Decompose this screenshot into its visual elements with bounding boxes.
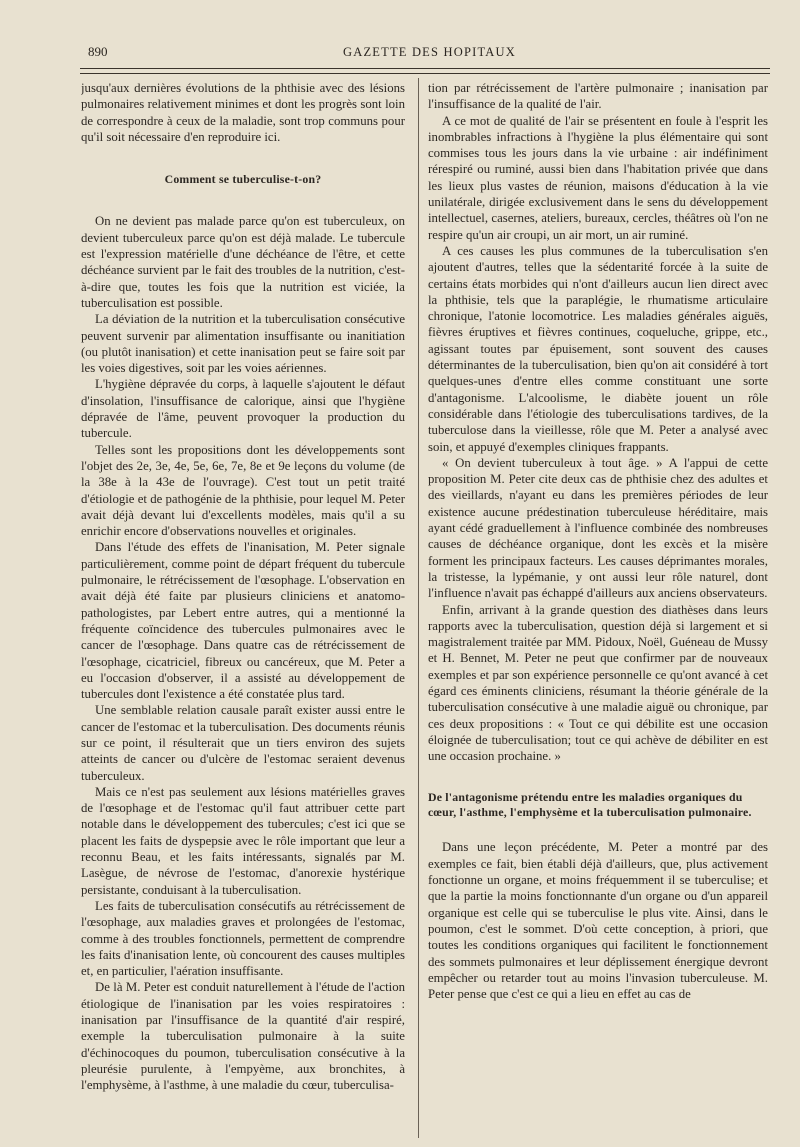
paragraph: Dans une leçon précédente, M. Peter a montré par des exemples ce fait, bien établi déjà d'ailleurs, que, plus activement fonctionne un organe, et moins fréquemment il se tuberculise; et que la partie la moins fonctionnante d'un organe ou d'un appareil organique est celle qui se tuberculise le plus vite. Ainsi, dans le poumon, c'est le sommet. D'où cette conception, à priori, que toutes les conditions organiques qui facilitent le fonctionnement des sommets pulmonaires et leur déplissement énergique devront empêcher ou retarder tout au moins l'invasion tuberculeuse. M. Peter pense que c'est ce qui a lieu en effet au cas de bbox=[428, 840, 768, 1002]
paragraph: Telles sont les propositions dont les développements sont l'objet des 2e, 3e, 4e, 5e, 6e, 7e, 8e et 9e leçons du volume (de la 38e à la 43e de l'ouvrage). C'est tout un petit traité d'étiologie et de pathogénie de la phthisie, pour lequel M. Peter avait déjà devant lui d'excellents modèles, mais qu'il a su enrichir encore d'observations nouvelles et originales. bbox=[81, 442, 405, 539]
paragraph: Dans l'étude des effets de l'inanisation, M. Peter signale particulièrement, comme point de départ fréquent du tubercule pulmonaire, le rétrécissement de l'œsophage. L'observation en avait déjà été faite par plusieurs cliniciens et anatomo-pathologistes, par Lebert entre autres, qui a mentionné la fréquente coïncidence des tubercules pulmonaires avec le cancer de l'œsophage. Dans quatre cas de rétrécissement de l'œsophage, cicatriciel, fibreux ou cancéreux, que M. Peter a eu l'occasion d'observer, il a assisté au développement de tubercules dont l'existence a été constatée plus tard. bbox=[81, 540, 405, 702]
paragraph: A ce mot de qualité de l'air se présentent en foule à l'esprit les inombrables infractions à l'hygiène la plus élémentaire qui sont commises tous les jours dans la vie urbaine : air indéfiniment rérespiré ou ruminé, aussi bien dans l'habitation privée que dans les lieux plus vastes de réunion, maisons d'éducation à la vie unilatérale, dirigée exclusivement dans le sens du développement intellectuel, casernes, ateliers, bureaux, cercles, théâtres où l'on ne respire qu'un air croupi, un air mort, un air ruminé. bbox=[428, 113, 768, 242]
header-rule-bottom bbox=[80, 73, 770, 74]
paragraph: « On devient tuberculeux à tout âge. » A l'appui de cette proposition M. Peter cite deux cas de phthisie chez des adultes et des vieillards, n'ayant eu dans les premières périodes de leur existence aucune prédestination tuberculeuse héréditaire, mais ayant cédé graduellement à l'influence combinée des nombreuses causes de déchéance organique, dont les excès et la misère forment les principaux facteurs. Les causes déprimantes morales, la tristesse, la lypémanie, y ont aussi leur rôle naturel, dont l'influence n'avait pas échappé d'ailleurs aux anciens observateurs. bbox=[428, 455, 768, 601]
header-rule-top bbox=[80, 68, 770, 69]
paragraph: Une semblable relation causale paraît exister aussi entre le cancer de l'estomac et la tuberculisation. Des documents réunis sur ce point, il résulterait que un tiers environ des sujets atteints de cancer ou d'ulcère de l'estomac seraient devenus tuberculeux. bbox=[81, 703, 405, 783]
page-header bbox=[88, 44, 768, 64]
section-heading: Comment se tuberculise-t-on? bbox=[164, 172, 322, 187]
paragraph: Mais ce n'est pas seulement aux lésions matérielles graves de l'œsophage et de l'estomac qu'il faut attribuer cette part notable dans le développement des tubercules; c'est ici que se placent les faits de dyspepsie avec le rôle important que leur a reconnu Beau, et les faits intéressants, signalés par M. Lasègue, de névrose de l'estomac, d'anorexie hystérique persistante, conduisant à la tuberculisation. bbox=[81, 784, 405, 897]
column-divider bbox=[418, 78, 419, 1138]
paragraph: La déviation de la nutrition et la tuberculisation consécutive peuvent survenir par alimentation insuffisante ou inanitiation (ou plutôt inanisation) et cette inanisation peut se faire soit par les voies digestives, soit par les voies aériennes. bbox=[81, 312, 405, 376]
paragraph: jusqu'aux dernières évolutions de la phthisie avec des lésions pulmonaires relativement minimes et dont les progrès sont loin de correspondre à ceux de la maladie, sont trop communs pour qu'il soit nécessaire d'en reproduire ici. bbox=[81, 81, 405, 144]
paragraph: Les faits de tuberculisation consécutifs au rétrécissement de l'œsophage, aux maladies graves et prolongées de l'estomac, comme à des troubles fonctionnels, permettent de comprendre les faits d'inanisation lente, où concourent des causes multiples et, en particulier, l'aération insuffisante. bbox=[81, 898, 405, 979]
paragraph: On ne devient pas malade parce qu'on est tuberculeux, on devient tuberculeux parce qu'on est déjà malade. Le tubercule est l'expression matérielle d'une déchéance de l'être, et cette déchéance survient par le fait des troubles de la nutrition, c'est-à-dire que, toutes les fois que la nutrition est viciée, la tuberculisation est possible. bbox=[81, 214, 405, 310]
journal-title: GAZETTE DES HOPITAUX bbox=[343, 45, 516, 59]
paragraph: Enfin, arrivant à la grande question des diathèses dans leurs rapports avec la tuberculisation, question déjà si largement et si magistralement traitée par MM. Pidoux, Noël, Guéneau de Mussy et H. Bennet, M. Peter ne peut que confirmer par de nouveaux exemples et par son expérience personnelle ce qu'ont avancé à cet égard ces éminents cliniciens, résumant la théorie générale de la tuberculisation consécutive à une maladie aiguë ou chronique, par ces deux propositions : « Tout ce qui débilite est une occasion éloignée de tuberculisation; tout ce qui achève de débiliter en est une occasion prochaine. » bbox=[428, 602, 768, 764]
page-number: 890 bbox=[88, 44, 108, 59]
paragraph: A ces causes les plus communes de la tuberculisation s'en ajoutent d'autres, telles que la sédentarité forcée à la suite de certains états morbides qui n'ont d'ailleurs aucun lien direct avec la phthisie, tels que la paraplégie, le rhumatisme articulaire chronique, l'atonie locomotrice. Les maladies générales aiguës, fièvres éruptives et fièvres continues, coqueluche, grippe, etc., agissant toutes par épuisement, sont souvent des causes déterminantes de la tuberculisation, bien qu'on ait considéré à tort quelques-unes d'entre elles comme constituant une sorte d'antagonisme. L'alcoolisme, le diabète jouent un rôle considérable dans l'étiologie des tuberculisations tardives, de la tuberculose dans la vieillesse, rôle que M. Peter a analysé avec soin, et appuyé d'exemples cliniques frappants. bbox=[428, 243, 768, 454]
paragraph: L'hygiène dépravée du corps, à laquelle s'ajoutent le défaut d'insolation, l'insuffisance de calorique, ainsi que l'hygiène dépravée de l'âme, peuvent provoquer la production du tubercule. bbox=[81, 377, 405, 441]
section-heading: De l'antagonisme prétendu entre les maladies organiques du cœur, l'asthme, l'emphysème et la tuberculisation pulmonaire. bbox=[428, 790, 752, 819]
right-column bbox=[428, 80, 768, 1147]
paragraph: tion par rétrécissement de l'artère pulmonaire ; inanisation par l'insuffisance de la qualité de l'air. bbox=[428, 81, 768, 112]
left-column bbox=[81, 80, 405, 1147]
paragraph: De là M. Peter est conduit naturellement à l'étude de l'action étiologique de l'inanisation par les voies respiratoires : inanisation par l'insuffisance de la quantité d'air respiré, exemple la tuberculisation pulmonaire à la suite d'échinocoques du poumon, tuberculisation consécutive à la pleurésie purulente, à l'empyème, aux bronchites, à l'emphysème, à l'asthme, à une maladie du cœur, tuberculisa- bbox=[81, 980, 405, 1093]
